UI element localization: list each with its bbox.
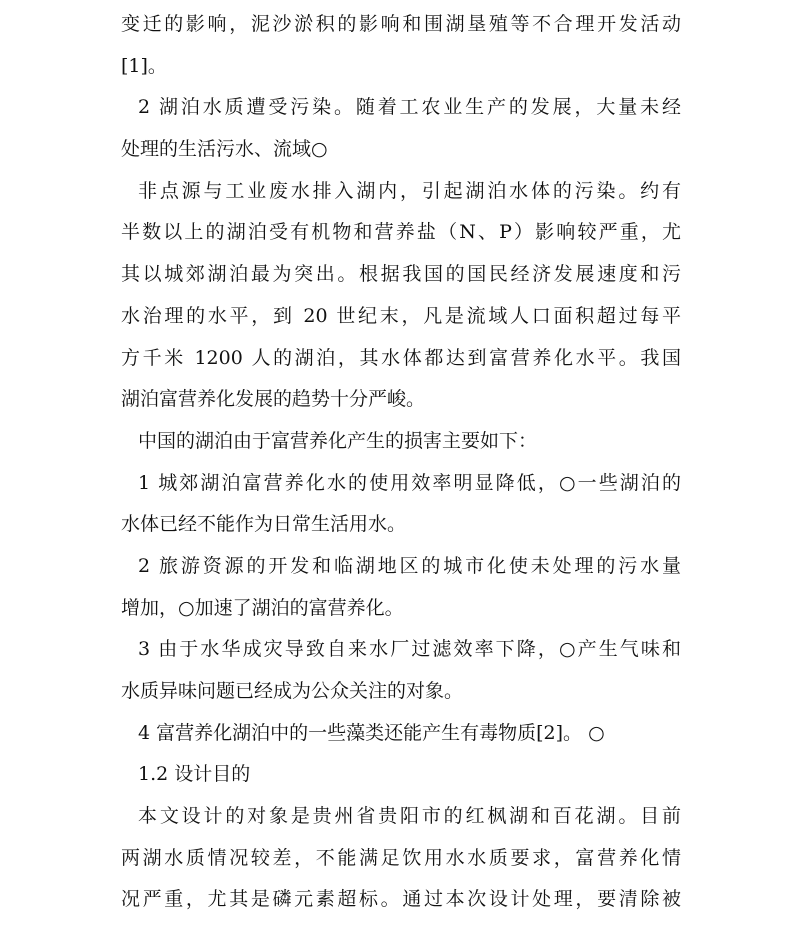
text-line-13: 水体已经不能作为日常生活用水。 (121, 513, 407, 536)
text-line-10: 湖泊富营养化发展的趋势十分严峻。 (121, 388, 426, 411)
text-line-22: 况严重，尤其是磷元素超标。通过本次设计处理，要清除被 (121, 888, 681, 911)
text-line-20: 本文设计的对象是贵州省贵阳市的红枫湖和百花湖。目前 (138, 805, 681, 828)
text-line-21: 两湖水质情况较差，不能满足饮用水水质要求，富营养化情 (121, 846, 681, 869)
text-line-2: [1]。 (121, 54, 167, 77)
text-line-12: 1 城郊湖泊富营养化水的使用效率明显降低，○一些湖泊的 (138, 471, 681, 494)
text-line-7: 其以城郊湖泊最为突出。根据我国的国民经济发展速度和污 (121, 263, 681, 286)
text-line-17: 水质异味问题已经成为公众关注的对象。 (121, 680, 464, 702)
text-line-8: 水治理的水平，到 20 世纪末，凡是流域人口面积超过每平 (121, 304, 681, 327)
text-line-4: 处理的生活污水、流域○ (121, 138, 328, 161)
text-line-9: 方千米 1200 人的湖泊，其水体都达到富营养化水平。我国 (121, 346, 681, 369)
text-line-14: 2 旅游资源的开发和临湖地区的城市化使未处理的污水量 (138, 554, 681, 577)
text-line-1: 变迁的影响，泥沙淤积的影响和围湖垦殖等不合理开发活动 (121, 13, 681, 35)
text-line-16: 3 由于水华成灾导致自来水厂过滤效率下降，○产生气味和 (138, 638, 681, 661)
text-line-5: 非点源与工业废水排入湖内，引起湖泊水体的污染。约有 (138, 179, 681, 202)
text-line-3: 2 湖泊水质遭受污染。随着工农业生产的发展，大量未经 (138, 96, 681, 119)
body-text (121, 4, 681, 921)
text-line-11: 中国的湖泊由于富营养化产生的损害主要如下： (138, 429, 538, 452)
text-line-18: 4 富营养化湖泊中的一些藻类还能产生有毒物质[2]。 ○ (138, 721, 605, 744)
text-line-15: 增加，○加速了湖泊的富营养化。 (121, 596, 404, 619)
text-line-6: 半数以上的湖泊受有机物和营养盐（N、P）影响较严重，尤 (121, 221, 681, 244)
section-heading-1-2: 1.2 设计目的 (138, 763, 251, 786)
